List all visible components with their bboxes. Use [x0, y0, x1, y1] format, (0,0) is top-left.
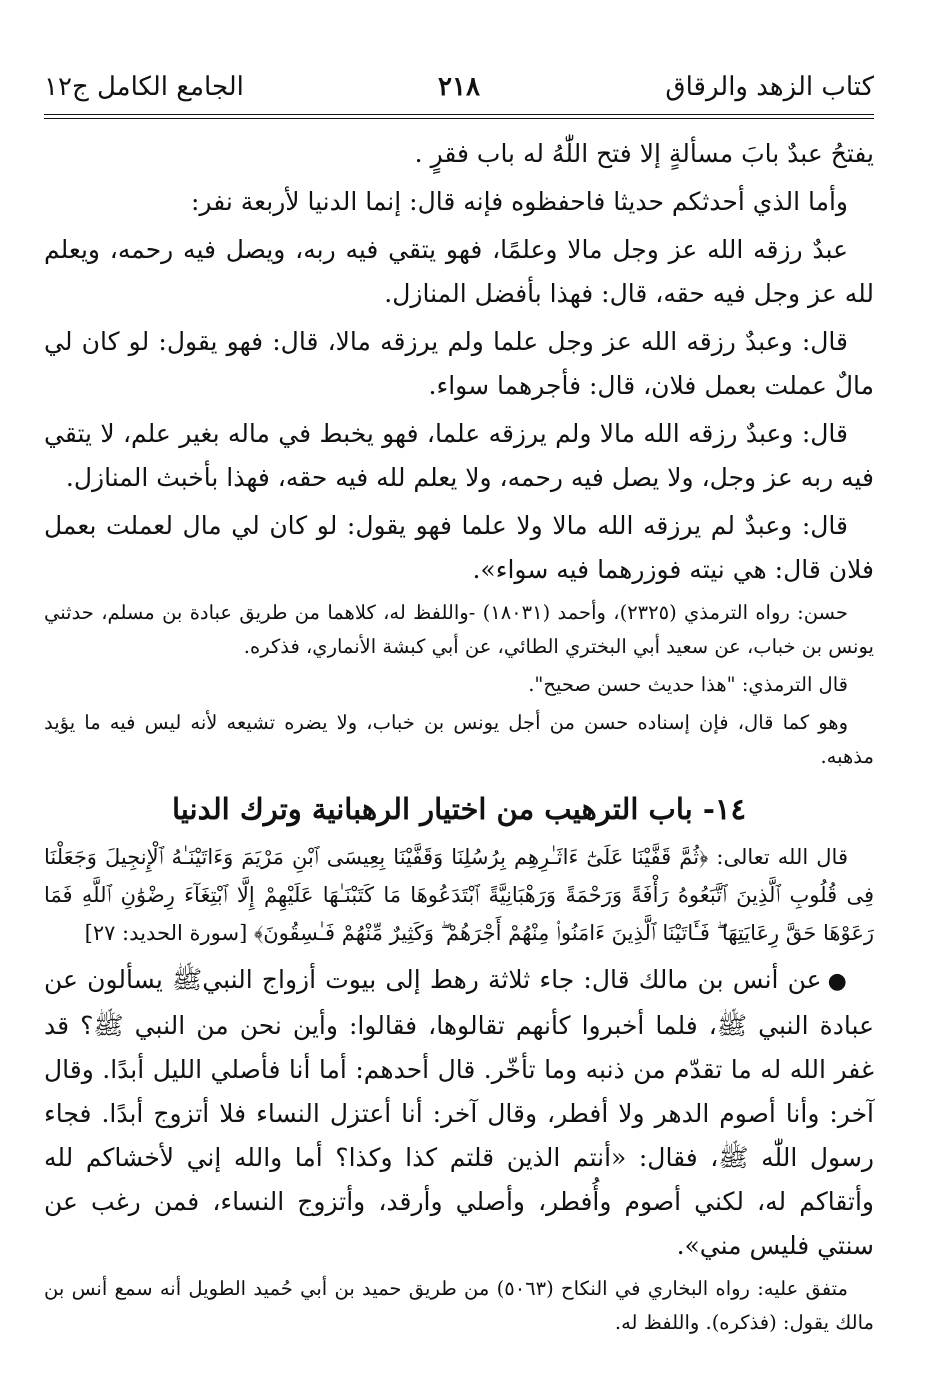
page-header	[44, 72, 874, 112]
book-title: كتاب الزهد والرقاق	[665, 72, 874, 102]
hadith-anas-text: عن أنس بن مالك قال: جاء ثلاثة رهط إلى بيوت أزواج النبيﷺ يسألون عن عبادة النبي ﷺ، فلما أخبروا كأنهم تقالوها، فقالوا: وأين نحن من النبي ﷺ؟ قد غفر الله له ما تقدّم من ذنبه وما تأخّر. قال أحدهم: أما أنا فأصلي الليل أبدًا. وقال آخر: وأنا أصوم الدهر ولا أفطر، وقال آخر: أنا أعتزل النساء فلا أتزوج أبدًا. فجاء رسول اللّٰه ﷺ، فقال: «أنتم الذين قلتم كذا وكذا؟ أما والله إني لأخشاكم لله وأتقاكم له، لكني أصوم وأُفطر، وأصلي وأرقد، وأتزوج النساء، فمن رغب عن سنتي فليس مني».	[44, 965, 874, 1260]
takhrij-note-2: قال الترمذي: "هذا حديث حسن صحيح".	[528, 673, 848, 696]
verse-reference: [سورة الحديد: ٢٧]	[84, 921, 248, 945]
hadith-text-3: عبدٌ رزقه الله عز وجل مالا وعلمًا، فهو يتقي فيه ربه، ويصل فيه رحمه، ويعلم لله عز وجل فيه حقه، قال: فهذا بأفضل المنازل.	[44, 235, 874, 308]
takhrij-note-3: وهو كما قال، فإن إسناده حسن من أجل يونس بن خباب، ولا يضره تشيعه لأنه ليس فيه ما يؤيد مذهبه.	[44, 711, 874, 768]
header-divider	[44, 114, 874, 119]
page-number: ٢١٨	[438, 72, 480, 102]
hadith-text-6: قال: وعبدٌ لم يرزقه الله مالا ولا علما فهو يقول: لو كان لي مال لعملت بعمل فلان قال: هي نيته فوزرهما فيه سواء».	[44, 511, 874, 584]
takhrij-note-4: متفق عليه: رواه البخاري في النكاح (٥٠٦٣) من طريق حميد بن أبي حُميد الطويل أنه سمع أنس بن مالك يقول: (فذكره). واللفظ له.	[44, 1277, 874, 1334]
hadith-text-5: قال: وعبدٌ رزقه الله مالا ولم يرزقه علما، فهو يخبط في ماله بغير علم، لا يتقي فيه ربه عز وجل، ولا يصل فيه رحمه، ولا يعلم لله فيه حقه، فهذا بأخبث المنازل.	[44, 419, 874, 492]
quran-verse	[44, 838, 874, 952]
hadith-text-1: يفتحُ عبدٌ بابَ مسألةٍ إلا فتح اللّٰهُ له باب فقرٍ .	[414, 139, 874, 168]
hadith-anas	[44, 958, 874, 1268]
volume-title: الجامع الكامل ج١٢	[44, 72, 244, 102]
hadith-text-4: قال: وعبدٌ رزقه الله عز وجل علما ولم يرزقه مالا، قال: فهو يقول: لو كان لي مالٌ عملت بعمل فلان، قال: فأجرهما سواء.	[44, 327, 874, 400]
hadith-text-2: وأما الذي أحدثكم حديثا فاحفظوه فإنه قال: إنما الدنيا لأربعة نفر:	[191, 187, 848, 216]
takhrij-note-1: حسن: رواه الترمذي (٢٣٢٥)، وأحمد (١٨٠٣١) -واللفظ له، كلاهما من طريق عبادة بن مسلم، حدثني يونس بن خباب، عن سعيد أبي البختري الطائي، عن أبي كبشة الأنماري، فذكره.	[44, 601, 874, 658]
section-title: ١٤- باب الترهيب من اختيار الرهبانية وترك الدنيا	[171, 792, 747, 826]
verse-text: قال الله تعالى: ﴿ثُمَّ قَفَّيْنَا عَلَىٰٓ ءَاثَـٰرِهِم بِرُسُلِنَا وَقَفَّيْنَا بِعِيسَى ٱبْنِ مَرْيَمَ وَءَاتَيْنَـٰهُ ٱلْإِنجِيلَ وَجَعَلْنَا فِى قُلُوبِ ٱلَّذِينَ ٱتَّبَعُوهُ رَأْفَةً وَرَحْمَةً وَرَهْبَانِيَّةً ٱبْتَدَعُوهَا مَا كَتَبْنَـٰهَا عَلَيْهِمْ إِلَّا ٱبْتِغَآءَ رِضْوَٰنِ ٱللَّهِ فَمَا رَعَوْهَا حَقَّ رِعَايَتِهَا ۖ فَـَٔاتَيْنَا ٱلَّذِينَ ءَامَنُوا۟ مِنْهُمْ أَجْرَهُمْ ۖ وَكَثِيرٌ مِّنْهُمْ فَـٰسِقُونَ﴾	[44, 845, 874, 945]
bullet-icon: ●	[827, 969, 848, 994]
page-content	[44, 132, 874, 1344]
